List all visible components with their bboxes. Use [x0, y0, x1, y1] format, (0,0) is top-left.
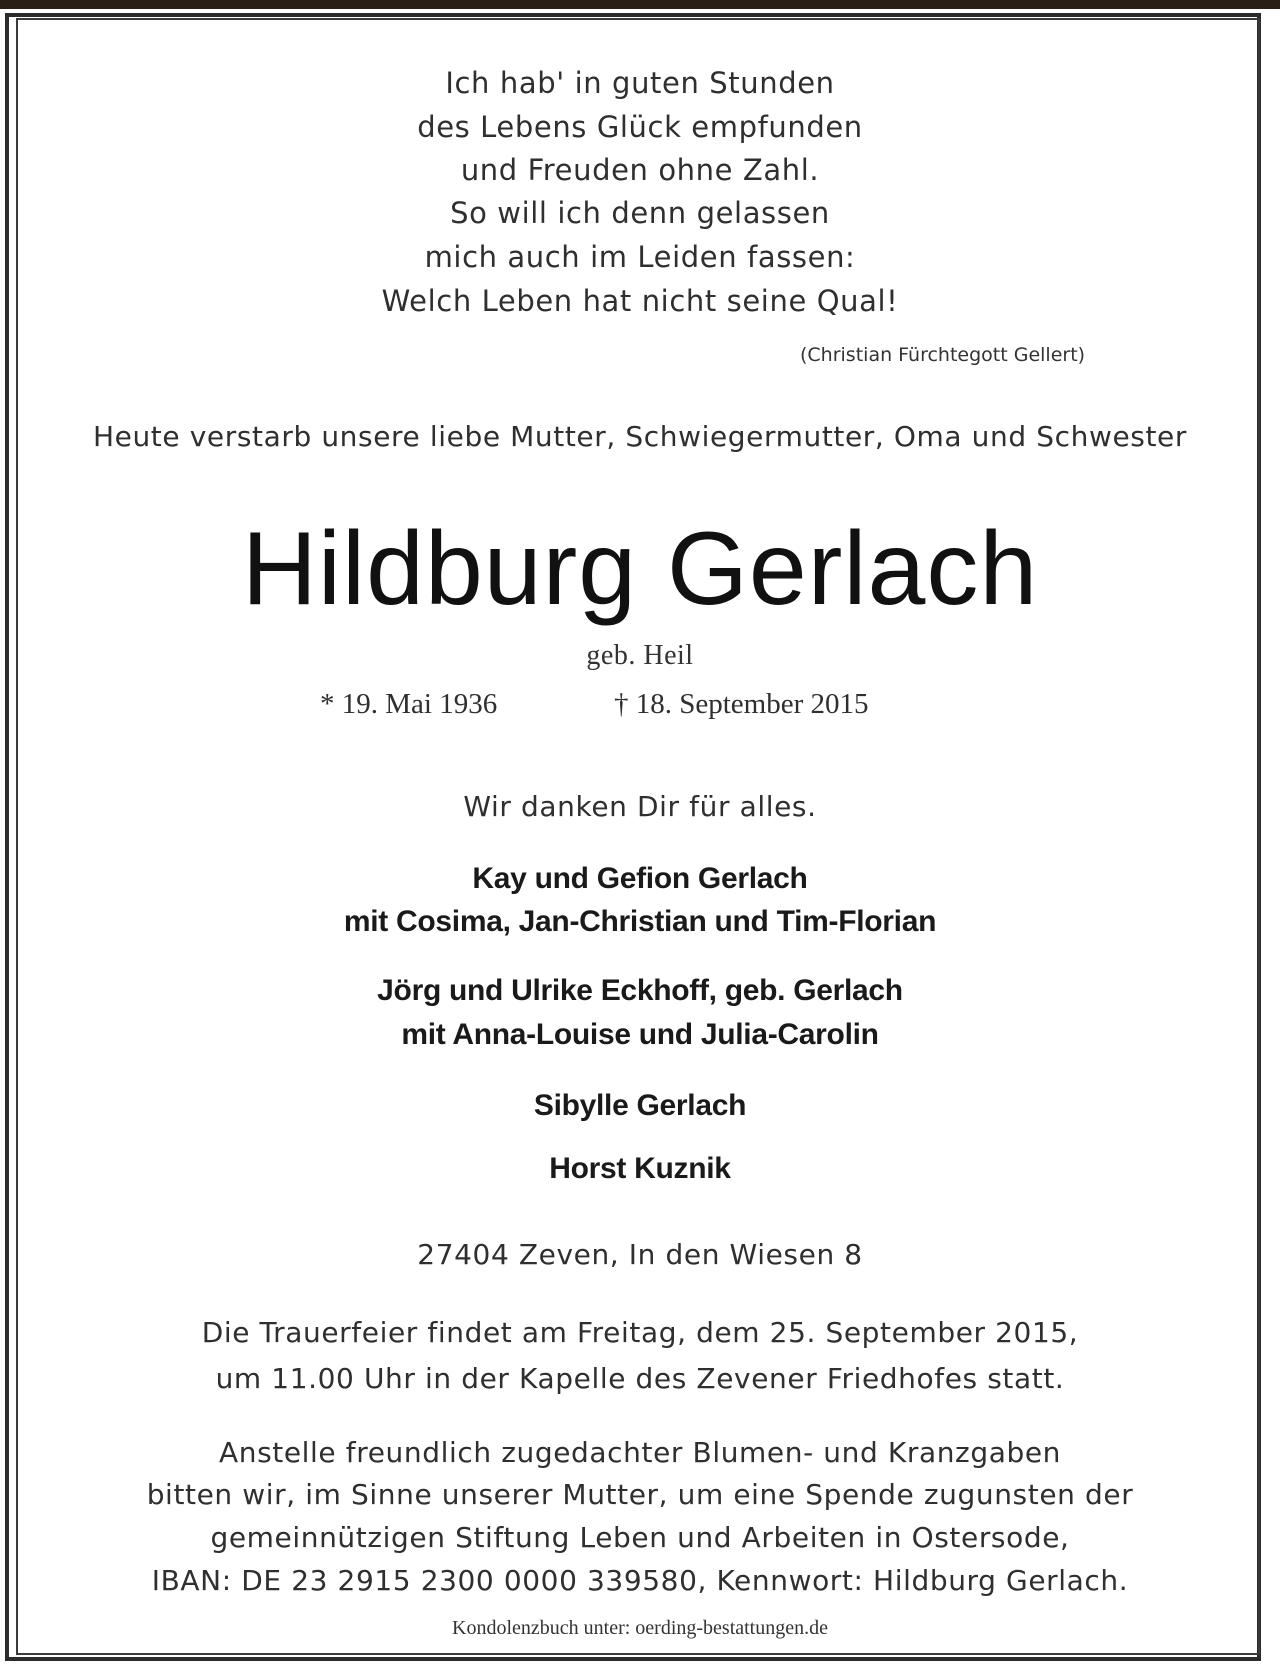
deceased-name: Hildburg Gerlach [241, 511, 1039, 627]
mourner-line: Kay und Gefion Gerlach [472, 862, 808, 895]
poem-line: und Freuden ohne Zahl. [460, 153, 820, 187]
donation-line: bitten wir, im Sinne unserer Mutter, um eine Spende zugunsten der [146, 1478, 1134, 1511]
poem-line: Welch Leben hat nicht seine Qual! [381, 284, 899, 318]
address: 27404 Zeven, In den Wiesen 8 [417, 1238, 863, 1271]
mourner-line: Horst Kuznik [549, 1152, 731, 1185]
funeral-line: Die Trauerfeier findet am Freitag, dem 25. September 2015, [201, 1316, 1079, 1349]
maiden-name: geb. Heil [586, 640, 694, 671]
intro-text: Heute verstarb unsere liebe Mutter, Schwiegermutter, Oma und Schwester [92, 420, 1187, 453]
poem-line: mich auch im Leiden fassen: [424, 240, 856, 274]
top-rule [0, 0, 1280, 9]
mourner-line: mit Cosima, Jan-Christian und Tim-Florian [343, 905, 937, 938]
thanks-line: Wir danken Dir für alles. [463, 790, 817, 823]
poem-author: (Christian Fürchtegott Gellert) [800, 344, 1086, 366]
poem-line: So will ich denn gelassen [450, 196, 830, 230]
mourner-line: Sibylle Gerlach [533, 1089, 747, 1122]
condolence-link-text: Kondolenzbuch unter: oerding-bestattungen.de [452, 1617, 828, 1639]
mourner-line: Jörg und Ulrike Eckhoff, geb. Gerlach [377, 974, 903, 1007]
donation-line: IBAN: DE 23 2915 2300 0000 339580, Kennwort: Hildburg Gerlach. [151, 1564, 1129, 1597]
birth-date: * 19. Mai 1936 [320, 688, 498, 720]
funeral-line: um 11.00 Uhr in der Kapelle des Zevener Friedhofes statt. [215, 1362, 1065, 1395]
mourner-line: mit Anna-Louise und Julia-Carolin [401, 1018, 879, 1051]
donation-line: Anstelle freundlich zugedachter Blumen- und Kranzgaben [218, 1436, 1062, 1469]
death-date: † 18. September 2015 [614, 688, 869, 720]
donation-line: gemeinnützigen Stiftung Leben und Arbeiten in Ostersode, [210, 1521, 1070, 1554]
poem-line: Ich hab' in guten Stunden [445, 66, 835, 100]
poem-line: des Lebens Glück empfunden [417, 110, 863, 144]
